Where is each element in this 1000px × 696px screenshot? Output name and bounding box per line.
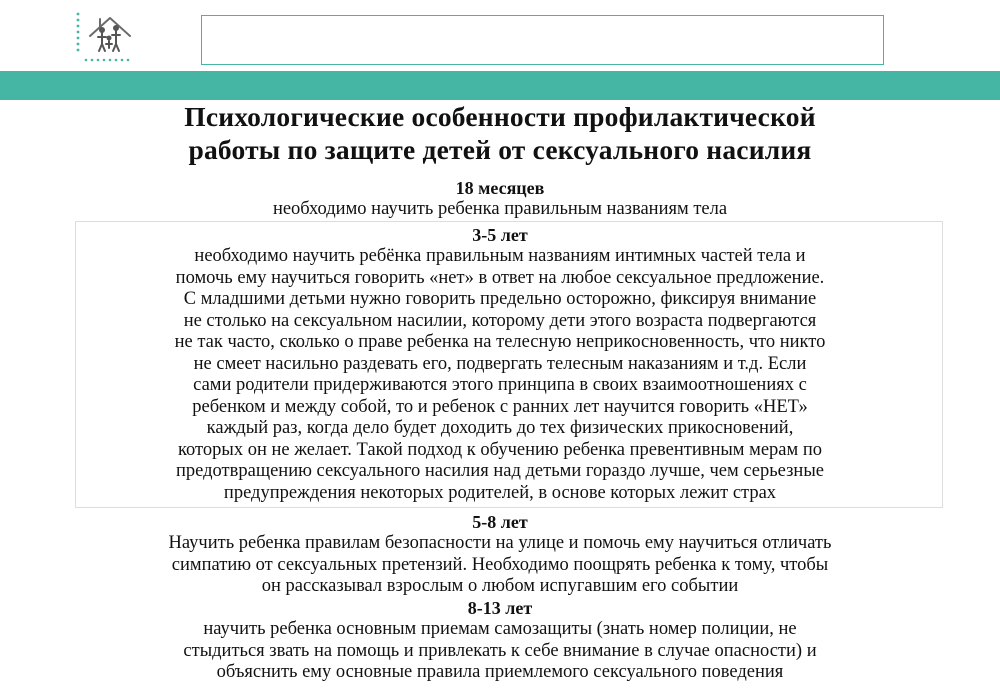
header-box [201,15,884,65]
section-18-months [0,177,1000,221]
section-heading: 8-13 лет [467,598,533,618]
section-text: необходимо научить ребенка правильным названиям тела [272,199,728,219]
section-5-8-years [0,511,1000,598]
section-text: необходимо научить ребёнка правильным названиям интимных частей тела и помочь ему научиться говорить «нет» в ответ на любое сексуальное предложение. С младшими детьми нужно говорить предельно осторожно, фиксируя внимание не столько на сексуальном насилии, которому дети этого возраста подвергаются не так часто, сколько о праве ребенка на телесную неприкосновенность, что никто не смеет насильно раздевать его, подвергать телесным наказаниям и т.д. Если сами родители придерживаются этого принципа в своих взаимоотношениях с ребенком и между собой, то и ребенок с ранних лет научится говорить «НЕТ» каждый раз, когда дело будет доходить до тех физических прикосновений, которых он не желает. Такой подход к обучению ребенка превентивным мерам по предотвращению сексуального насилия над детьми гораздо лучше, чем серьезные предупреждения некоторых родителей, в основе которых лежит страх [174,246,826,503]
section-8-13-years [0,597,1000,684]
accent-band [0,71,1000,100]
section-text: научить ребенка основным приемам самозащиты (знать номер полиции, не стыдиться звать на помощь и привлекать к себе внимание в случае опасности) и объяснить ему основные правила приемлемого сексуального поведения [183,619,817,682]
section-heading: 18 месяцев [455,178,545,198]
section-3-5-years [0,224,1000,504]
section-text: Научить ребенка правилам безопасности на улице и помочь ему научиться отличать симпатию от сексуальных претензий. Необходимо поощрять ребенка к тому, чтобы он рассказывал взрослым о любом испугавшим его событии [168,533,832,596]
page-title: Психологические особенности профилактической работы по защите детей от сексуального насилия [184,101,816,165]
children-house-logo-icon [68,4,138,66]
section-heading: 3-5 лет [472,225,528,245]
section-heading: 5-8 лет [472,512,528,532]
